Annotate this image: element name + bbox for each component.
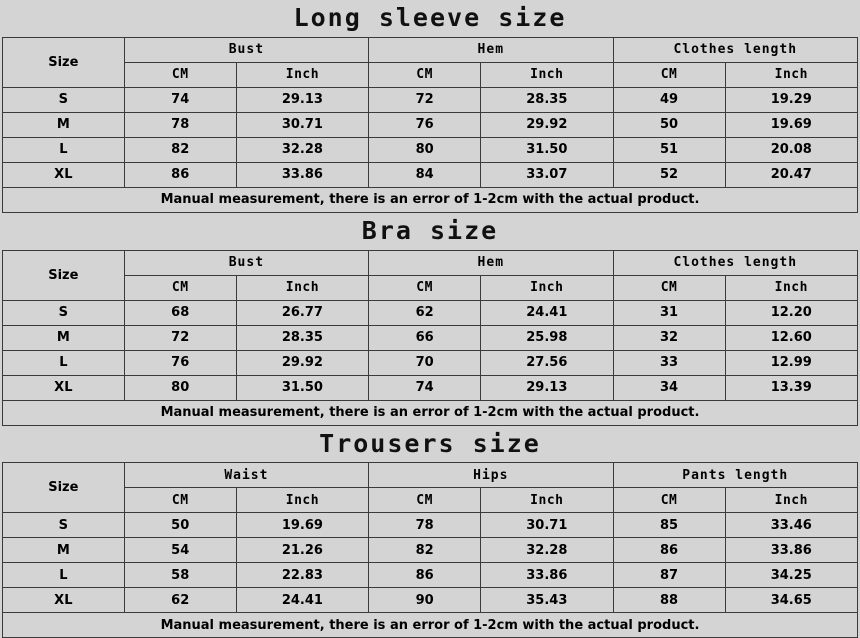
cell-value: 30.71 [236,112,368,137]
header-size: Size [3,250,125,300]
cell-value: 29.92 [481,112,613,137]
cell-value: 66 [369,325,481,350]
cell-value: 22.83 [236,563,368,588]
unit-inch-3: Inch [725,62,857,87]
unit-inch-1: Inch [236,488,368,513]
header-group-1: Waist [124,463,368,488]
unit-inch-2: Inch [481,275,613,300]
cell-value: 87 [613,563,725,588]
cell-value: 58 [124,563,236,588]
row-size: M [3,112,125,137]
cell-value: 32 [613,325,725,350]
unit-cm-2: CM [369,488,481,513]
table-row [3,538,858,563]
unit-inch-1: Inch [236,62,368,87]
row-size: M [3,538,125,563]
cell-value: 28.35 [236,325,368,350]
cell-value: 33.86 [236,162,368,187]
cell-value: 35.43 [481,588,613,613]
section-bra [0,213,860,426]
table-unit-row [3,488,858,513]
row-size: S [3,300,125,325]
table-note-row [3,400,858,425]
header-group-2: Hem [369,37,613,62]
cell-value: 51 [613,137,725,162]
table-row [3,588,858,613]
cell-value: 72 [124,325,236,350]
row-size: XL [3,375,125,400]
cell-value: 21.26 [236,538,368,563]
cell-value: 20.08 [725,137,857,162]
header-group-3: Clothes length [613,37,858,62]
unit-cm-1: CM [124,62,236,87]
cell-value: 32.28 [481,538,613,563]
table-row [3,563,858,588]
cell-value: 24.41 [481,300,613,325]
table-row [3,300,858,325]
cell-value: 62 [369,300,481,325]
cell-value: 32.28 [236,137,368,162]
measurement-note: Manual measurement, there is an error of 1-2cm with the actual product. [3,187,858,212]
header-group-3: Pants length [613,463,858,488]
cell-value: 31.50 [236,375,368,400]
section-title: Bra size [0,213,860,250]
table-note-row [3,187,858,212]
header-size: Size [3,37,125,87]
size-table [2,37,858,213]
row-size: L [3,350,125,375]
table-header-row [3,463,858,488]
cell-value: 31 [613,300,725,325]
cell-value: 50 [613,112,725,137]
cell-value: 74 [124,87,236,112]
cell-value: 74 [369,375,481,400]
cell-value: 76 [124,350,236,375]
row-size: L [3,137,125,162]
cell-value: 28.35 [481,87,613,112]
unit-inch-3: Inch [725,275,857,300]
cell-value: 82 [124,137,236,162]
unit-inch-2: Inch [481,62,613,87]
cell-value: 34.65 [725,588,857,613]
measurement-note: Manual measurement, there is an error of 1-2cm with the actual product. [3,613,858,638]
cell-value: 86 [613,538,725,563]
unit-cm-2: CM [369,275,481,300]
cell-value: 80 [124,375,236,400]
unit-cm-3: CM [613,62,725,87]
cell-value: 34 [613,375,725,400]
table-row [3,513,858,538]
unit-cm-3: CM [613,275,725,300]
cell-value: 50 [124,513,236,538]
header-group-3: Clothes length [613,250,858,275]
cell-value: 88 [613,588,725,613]
section-title: Trousers size [0,426,860,463]
row-size: S [3,513,125,538]
cell-value: 49 [613,87,725,112]
header-size: Size [3,463,125,513]
cell-value: 19.29 [725,87,857,112]
cell-value: 29.13 [481,375,613,400]
cell-value: 33 [613,350,725,375]
header-group-1: Bust [124,37,368,62]
cell-value: 12.99 [725,350,857,375]
row-size: M [3,325,125,350]
unit-inch-1: Inch [236,275,368,300]
row-size: XL [3,588,125,613]
cell-value: 19.69 [725,112,857,137]
cell-value: 33.86 [725,538,857,563]
measurement-note: Manual measurement, there is an error of 1-2cm with the actual product. [3,400,858,425]
cell-value: 25.98 [481,325,613,350]
cell-value: 84 [369,162,481,187]
table-row [3,137,858,162]
row-size: L [3,563,125,588]
cell-value: 27.56 [481,350,613,375]
section-title: Long sleeve size [0,0,860,37]
cell-value: 62 [124,588,236,613]
cell-value: 85 [613,513,725,538]
cell-value: 68 [124,300,236,325]
cell-value: 24.41 [236,588,368,613]
header-group-2: Hips [369,463,613,488]
cell-value: 19.69 [236,513,368,538]
section-trousers [0,426,860,638]
row-size: S [3,87,125,112]
cell-value: 33.46 [725,513,857,538]
unit-inch-3: Inch [725,488,857,513]
cell-value: 80 [369,137,481,162]
table-row [3,350,858,375]
unit-cm-1: CM [124,488,236,513]
table-note-row [3,613,858,638]
unit-cm-3: CM [613,488,725,513]
cell-value: 86 [369,563,481,588]
cell-value: 82 [369,538,481,563]
table-row [3,162,858,187]
table-row [3,375,858,400]
cell-value: 86 [124,162,236,187]
cell-value: 12.60 [725,325,857,350]
unit-inch-2: Inch [481,488,613,513]
cell-value: 76 [369,112,481,137]
table-header-row [3,250,858,275]
cell-value: 33.86 [481,563,613,588]
cell-value: 26.77 [236,300,368,325]
table-unit-row [3,275,858,300]
unit-cm-2: CM [369,62,481,87]
cell-value: 29.13 [236,87,368,112]
cell-value: 52 [613,162,725,187]
cell-value: 29.92 [236,350,368,375]
cell-value: 12.20 [725,300,857,325]
size-table [2,462,858,638]
unit-cm-1: CM [124,275,236,300]
row-size: XL [3,162,125,187]
cell-value: 13.39 [725,375,857,400]
cell-value: 54 [124,538,236,563]
table-header-row [3,37,858,62]
cell-value: 78 [124,112,236,137]
cell-value: 70 [369,350,481,375]
table-unit-row [3,62,858,87]
header-group-2: Hem [369,250,613,275]
section-long-sleeve [0,0,860,213]
cell-value: 34.25 [725,563,857,588]
cell-value: 33.07 [481,162,613,187]
table-row [3,112,858,137]
cell-value: 20.47 [725,162,857,187]
cell-value: 90 [369,588,481,613]
table-row [3,87,858,112]
table-row [3,325,858,350]
cell-value: 72 [369,87,481,112]
cell-value: 30.71 [481,513,613,538]
cell-value: 31.50 [481,137,613,162]
cell-value: 78 [369,513,481,538]
size-table [2,250,858,426]
header-group-1: Bust [124,250,368,275]
